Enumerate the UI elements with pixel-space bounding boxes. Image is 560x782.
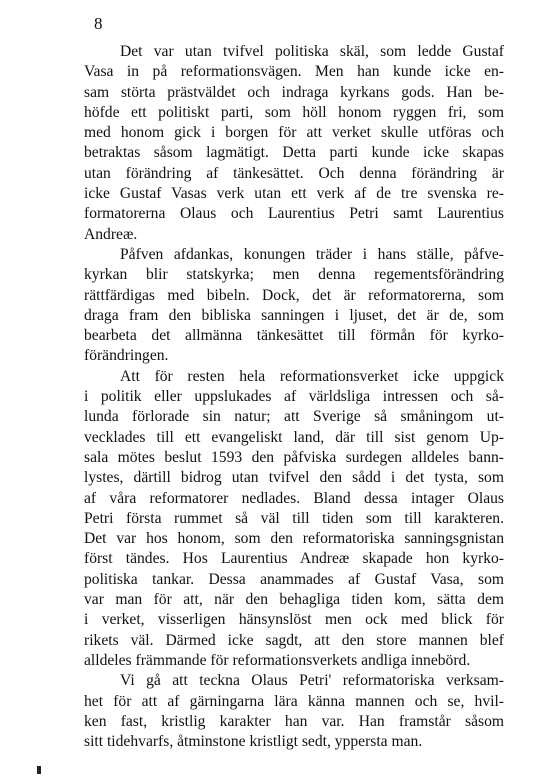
text-line: formatorerna Olaus och Laurentius Petri samt Laurentius (84, 205, 504, 223)
text-line: politiska tankar. Dessa anammades af Gustaf Vasa, som (84, 570, 504, 588)
text-line: sam störta prästväldet och indraga kyrkans gods. Han be- (84, 83, 504, 101)
text-line: bearbeta det allmänna tänkesättet till förmån för kyrko- (84, 327, 504, 345)
text-line: draga fram den bibliska sanningen i ljuset, det är de, som (84, 306, 504, 324)
text-line: sala mötes beslut 1593 den påfviska surdegen alldeles bann- (84, 448, 504, 466)
text-line: var man för att, när den behagliga tiden kom, sätta dem (84, 591, 504, 609)
text-line: i verket, visserligen hänsynslöst men ock med blick för (84, 611, 504, 629)
text-line: förändringen. (84, 347, 169, 365)
text-line: vecklades till ett evangeliskt land, där till sist genom Up- (84, 428, 504, 446)
page-number: 8 (94, 14, 103, 33)
text-line: Vi gå att teckna Olaus Petri' reformatoriska verksam- (120, 672, 504, 690)
text-line: rikets väl. Därmed icke sagdt, att den store mannen blef (84, 631, 504, 649)
text-line: utan förändring af tänkesättet. Och denna förändring är (84, 164, 504, 182)
text-line: alldeles främmande för reformationsverkets andliga innebörd. (84, 651, 471, 669)
text-line: höfde ett politiskt parti, som höll honom ryggen fri, som (84, 103, 504, 121)
text-line: lystes, därtill bidrog utan tvifvel den sådd i det tysta, som (84, 469, 504, 487)
text-line: af våra reformatorer nedlades. Bland dessa intager Olaus (84, 489, 504, 507)
text-line: kyrkan blir statskyrka; men denna regementsförändring (84, 266, 504, 284)
text-line: sitt tidehvarfs, åtminstone kristligt sedt, yppersta man. (84, 733, 423, 751)
text-line: Påfven afdankas, konungen träder i hans ställe, påfve- (120, 245, 504, 263)
text-line: Det var hos honom, som den reformatoriska sanningsgnistan (84, 530, 504, 548)
text-line: Andreæ. (84, 225, 138, 243)
text-line: betraktas såsom lagmätigt. Detta parti kunde icke skapas (84, 144, 504, 162)
text-line: Att för resten hela reformationsverket icke uppgick (120, 367, 504, 385)
margin-mark (37, 766, 41, 774)
text-line: rättfärdigas med bibeln. Dock, det är reformatorerna, som (84, 286, 504, 304)
text-line: Vasa in på reformationsvägen. Men han kunde icke en- (84, 63, 504, 81)
text-line: med honom gick i borgen för att verket skulle utföras och (84, 124, 504, 142)
text-line: Det var utan tvifvel politiska skäl, som ledde Gustaf (120, 43, 504, 60)
text-line: lunda förlorade sin natur; att Sverige så småningom ut- (84, 408, 504, 426)
text-line: ken fast, kristlig karakter han var. Han framstår såsom (84, 712, 504, 730)
text-line: först tändes. Hos Laurentius Andreæ skapade hon kyrko- (84, 550, 504, 568)
text-line: i politik eller uppslukades af världsliga intressen och så- (84, 388, 504, 406)
text-line: het för att af gärningarna lära känna mannen och se, hvil- (84, 692, 504, 710)
text-line: icke Gustaf Vasas verk utan ett verk af de tre svenska re- (84, 185, 504, 203)
text-line: Petri första rummet så väl till tiden som till karakteren. (84, 509, 504, 527)
body-text (84, 42, 504, 752)
